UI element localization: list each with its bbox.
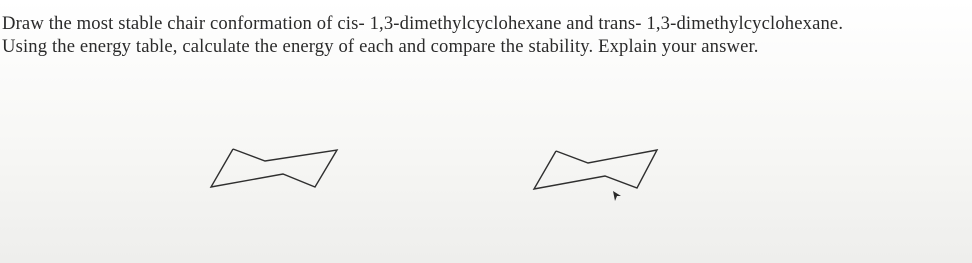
question-line-2: Using the energy table, calculate the energy of each and compare the stability. Explain your answer. — [2, 36, 759, 57]
chair-ring-outline — [211, 149, 337, 187]
question-text — [2, 12, 968, 58]
trans-chair-drawing — [528, 146, 668, 206]
question-line-1: Draw the most stable chair conformation of cis- 1,3-dimethylcyclohexane and trans- 1,3-dimethylcyclohexane. — [2, 13, 844, 34]
chair-ring-outline — [534, 150, 657, 189]
cis-chair-drawing — [205, 144, 345, 196]
chair-cyclohexane-icon — [528, 146, 668, 206]
chair-cyclohexane-icon — [205, 144, 345, 196]
mouse-cursor-icon — [613, 191, 621, 201]
